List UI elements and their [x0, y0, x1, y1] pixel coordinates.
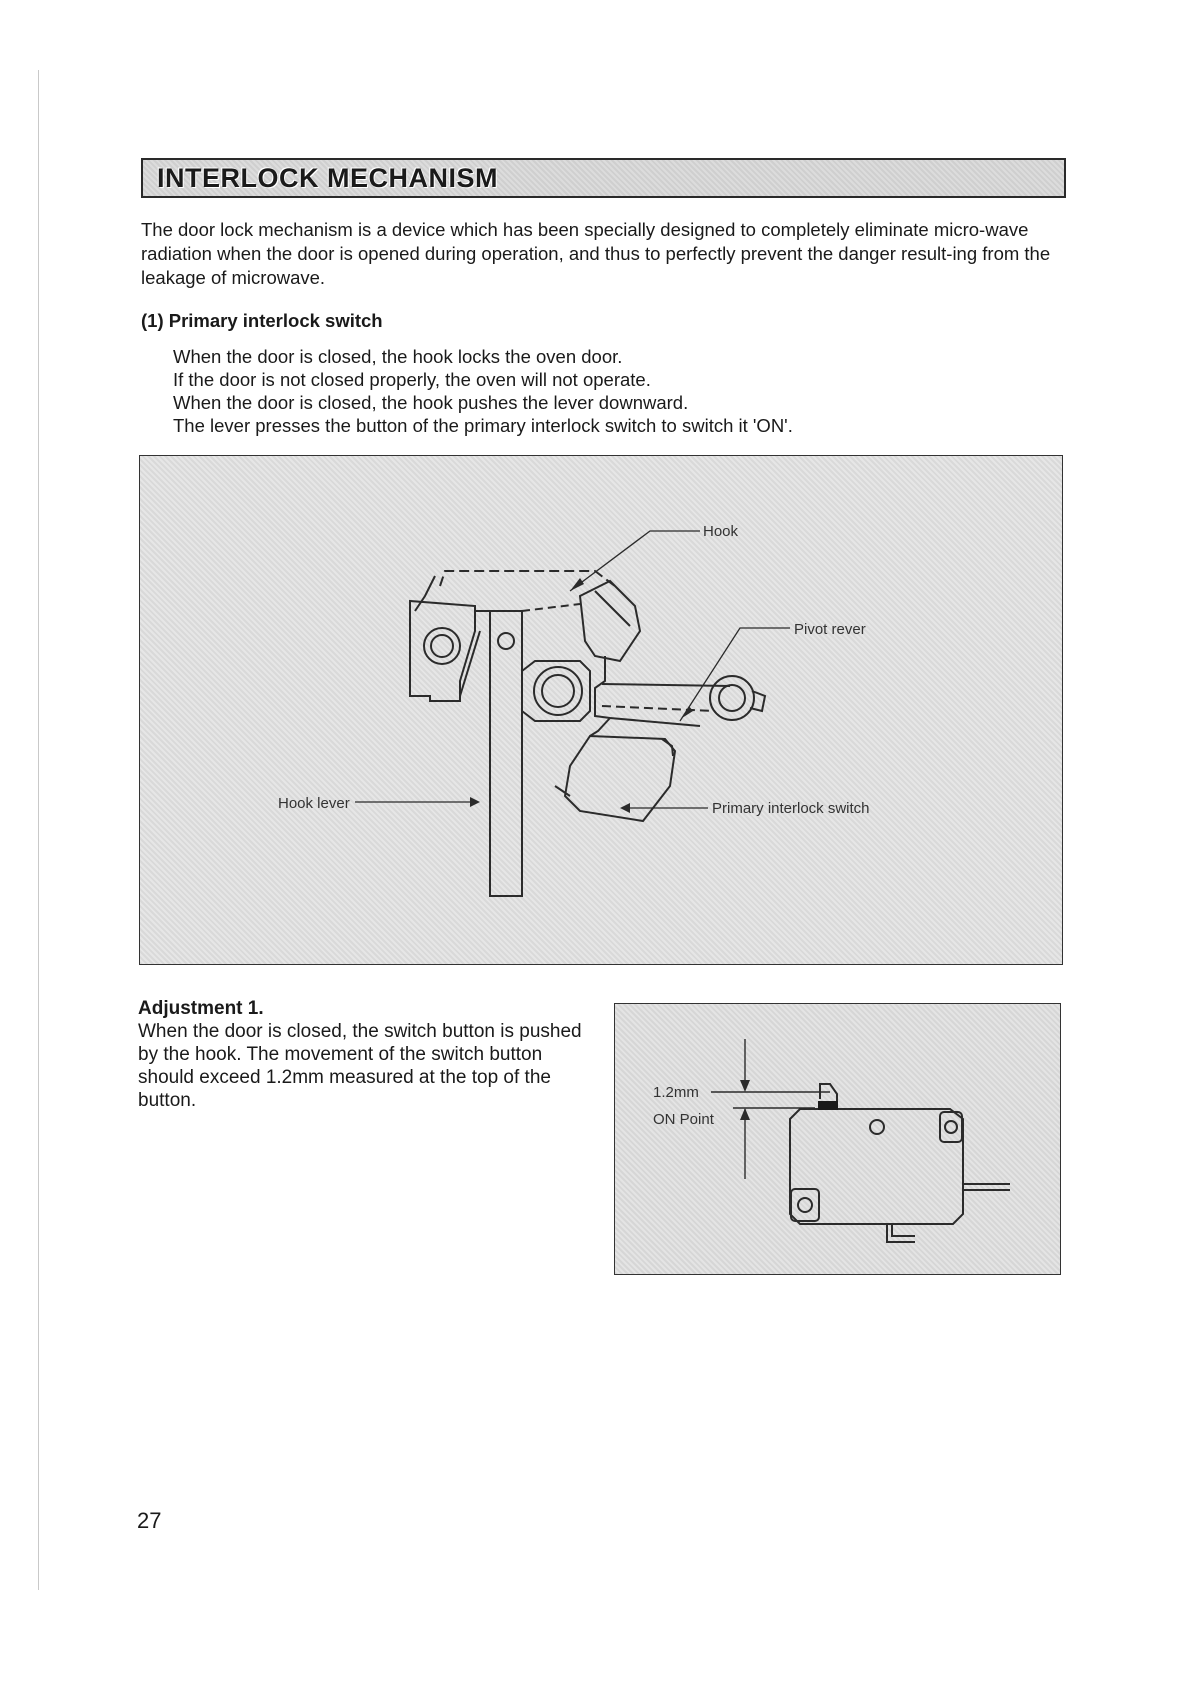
- primary-switch-label: Primary interlock switch: [712, 800, 870, 817]
- title-bar: [141, 158, 1066, 198]
- pivot-lever-label: Pivot rever: [794, 621, 866, 638]
- distance-label: 1.2mm: [653, 1084, 699, 1101]
- interlock-mechanism-drawing: [140, 456, 1064, 966]
- switch-button-on-point: [818, 1101, 838, 1110]
- switch-adjustment-figure: [614, 1003, 1061, 1275]
- adjustment-heading: Adjustment 1.: [138, 998, 264, 1019]
- hook-label: Hook: [703, 523, 739, 540]
- section-heading: (1) Primary interlock switch: [141, 310, 383, 331]
- switch-adjustment-drawing: [615, 1004, 1062, 1276]
- step-item: The lever presses the button of the primary interlock switch to switch it 'ON'.: [173, 415, 793, 436]
- on-point-label: ON Point: [653, 1111, 714, 1128]
- page-number: 27: [137, 1508, 162, 1533]
- intro-paragraph: The door lock mechanism is a device which has been specially designed to completely eliminate micro-wave radiation when the door is opened during operation, and thus to perfectly prevent the danger result-ing from the leakage of microwave.: [141, 219, 1051, 288]
- binding-line: [38, 70, 39, 1590]
- interlock-mechanism-figure: [139, 455, 1063, 965]
- step-item: When the door is closed, the hook pushes the lever downward.: [173, 392, 689, 413]
- steps-list: [173, 345, 793, 437]
- hook-lever-label: Hook lever: [278, 795, 350, 812]
- page-title: INTERLOCK MECHANISM: [157, 163, 498, 193]
- adjustment-text: When the door is closed, the switch button is pushed by the hook. The movement of the switch button should exceed 1.2mm measured at the top of the button.: [138, 1021, 582, 1111]
- step-item: If the door is not closed properly, the oven will not operate.: [173, 369, 651, 390]
- step-item: When the door is closed, the hook locks the oven door.: [173, 346, 623, 367]
